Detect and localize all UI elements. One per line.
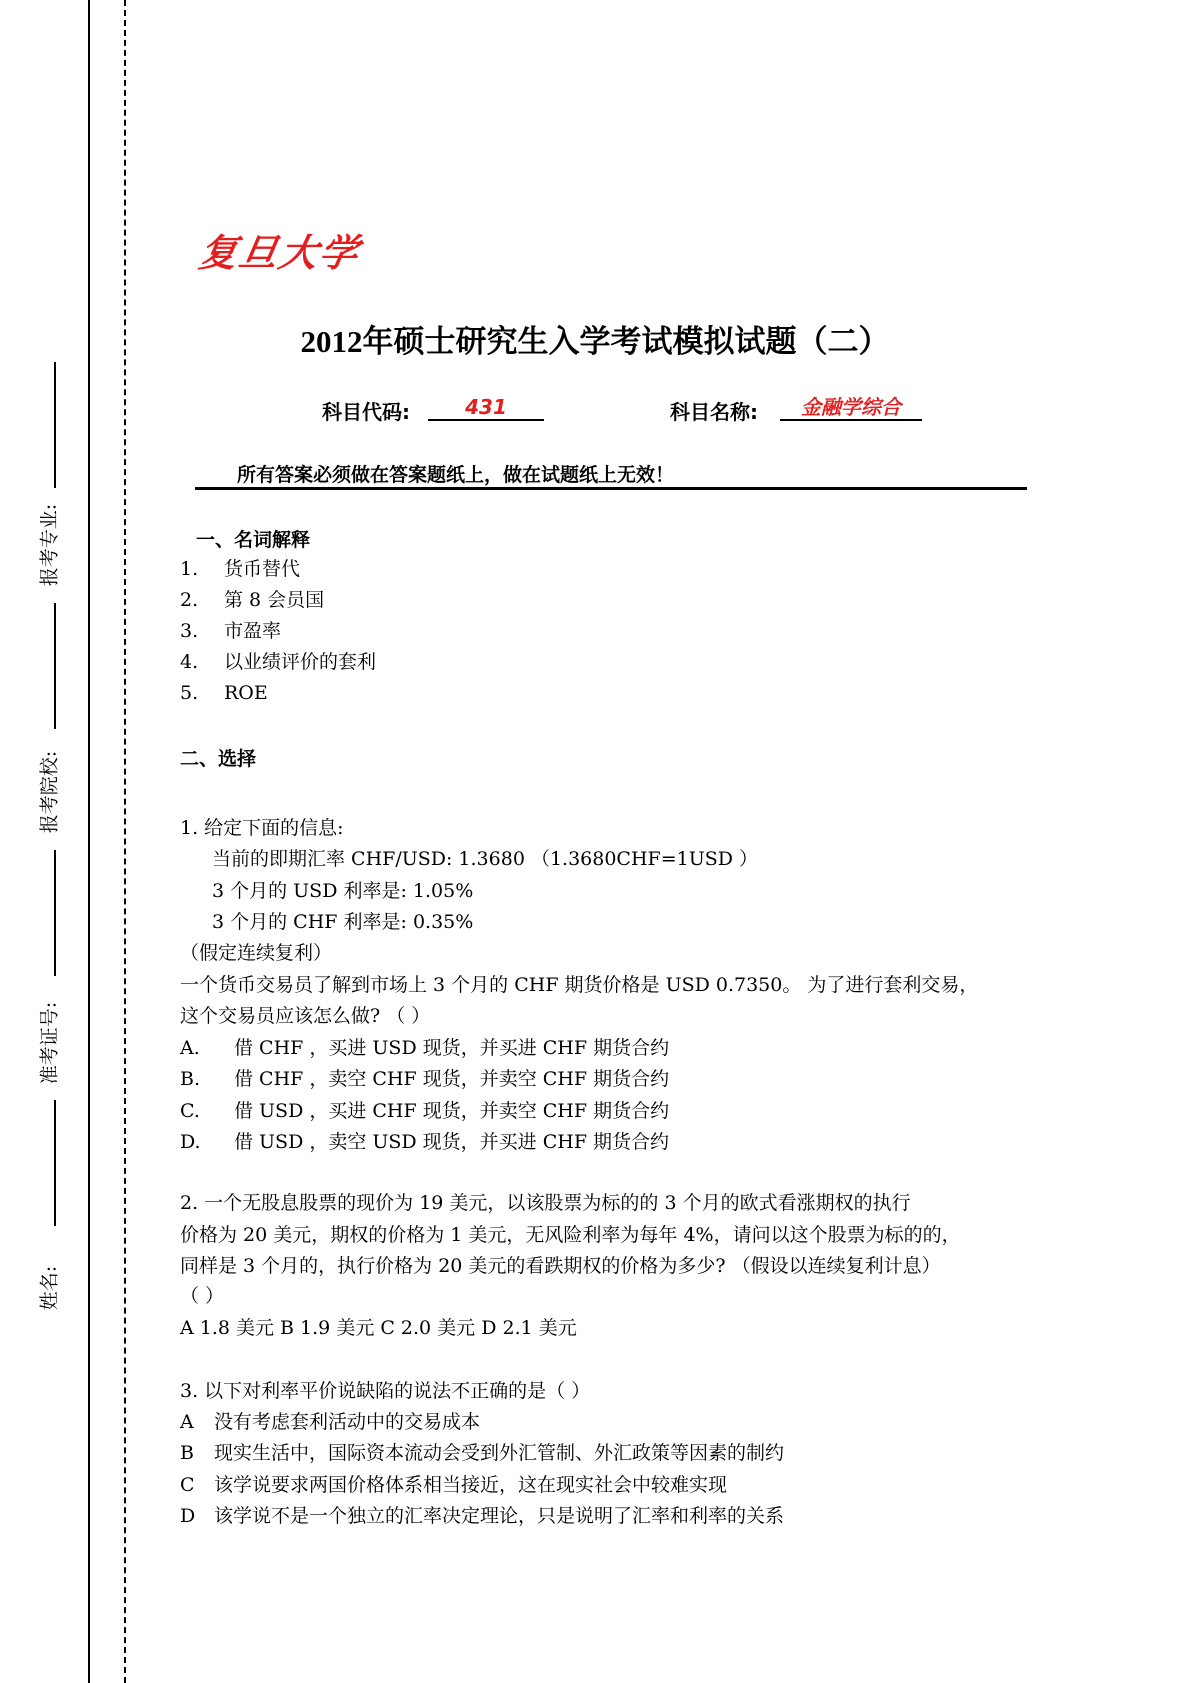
q3-option xyxy=(180,1472,727,1498)
term-text: 货币替代 xyxy=(224,558,301,580)
term-text: 第 8 会员国 xyxy=(224,589,325,611)
term-item xyxy=(180,649,376,675)
q1-stem: 1. 给定下面的信息: xyxy=(180,817,344,839)
option-label: B xyxy=(180,1442,194,1464)
q3-option xyxy=(180,1440,784,1466)
option-label: D. xyxy=(180,1131,201,1153)
subject-name-value: 金融学综合 xyxy=(780,395,922,421)
term-num: 2. xyxy=(180,589,199,611)
university-logo: 复旦大学 xyxy=(195,231,364,275)
term-item xyxy=(180,680,268,706)
option-label: D xyxy=(180,1505,196,1527)
q1-info-line: 3 个月的 CHF 利率是: 0.35% xyxy=(212,911,474,933)
option-text: 现实生活中，国际资本流动会受到外汇管制、外汇政策等因素的制约 xyxy=(214,1442,785,1464)
option-text: 没有考虑套利活动中的交易成本 xyxy=(214,1411,481,1433)
option-text: 借 USD ，买进 CHF 现货，并卖空 CHF 期货合约 xyxy=(234,1100,670,1122)
notice-text: 所有答案必须做在答案题纸上，做在试题纸上无效！ xyxy=(237,464,675,486)
q1-question: 一个货币交易员了解到市场上 3 个月的 CHF 期货价格是 USD 0.7350。 为了进行套利交易， xyxy=(180,974,979,996)
q1-info-line: 当前的即期汇率 CHF/USD: 1.3680 （1.3680CHF=1USD ） xyxy=(212,848,759,870)
option-label: B. xyxy=(180,1068,201,1090)
q1-option xyxy=(180,1129,669,1155)
option-label: C xyxy=(180,1474,195,1496)
term-text: ROE xyxy=(224,682,268,704)
term-num: 5. xyxy=(180,682,199,704)
section2-heading: 二、选择 xyxy=(180,748,257,770)
section1-heading: 一、名词解释 xyxy=(196,529,311,551)
ticket-label: 准考证号: xyxy=(38,1001,61,1085)
binding-solid-line xyxy=(88,0,90,1683)
major-label: 报考专业: xyxy=(38,503,61,587)
term-item xyxy=(180,618,281,644)
term-text: 以业绩评价的套利 xyxy=(224,651,377,673)
major-write-line xyxy=(54,362,56,488)
q1-option xyxy=(180,1098,669,1124)
q1-option xyxy=(180,1035,669,1061)
page-title: 2012年硕士研究生入学考试模拟试题（二） xyxy=(300,324,890,359)
term-text: 市盈率 xyxy=(224,620,282,642)
q1-question: 这个交易员应该怎么做? （ ） xyxy=(180,1005,431,1027)
q2-line: 同样是 3 个月的，执行价格为 20 美元的看跌期权的价格为多少? （假设以连续复利计息） xyxy=(180,1255,941,1277)
option-label: C. xyxy=(180,1100,200,1122)
subject-code-label: 科目代码: xyxy=(322,400,410,424)
option-label: A. xyxy=(180,1037,200,1059)
q2-blank: （ ） xyxy=(180,1285,225,1307)
option-text: 该学说要求两国价格体系相当接近，这在现实社会中较难实现 xyxy=(214,1474,728,1496)
term-num: 1. xyxy=(180,558,199,580)
term-item xyxy=(180,587,324,613)
q2-options: A 1.8 美元 B 1.9 美元 C 2.0 美元 D 2.1 美元 xyxy=(180,1317,577,1339)
school-label: 报考院校: xyxy=(38,750,61,834)
q2-line: 2. 一个无股息股票的现价为 19 美元，以该股票为标的的 3 个月的欧式看涨期权的执行 xyxy=(180,1192,911,1214)
q3-option xyxy=(180,1503,784,1529)
option-text: 借 USD ，卖空 USD 现货，并买进 CHF 期货合约 xyxy=(234,1131,670,1153)
option-label: A xyxy=(180,1411,194,1433)
q3-option xyxy=(180,1409,480,1435)
notice-banner xyxy=(195,459,1027,490)
subject-name-label: 科目名称: xyxy=(670,400,758,424)
subject-code-value: 431 xyxy=(428,395,544,421)
option-text: 该学说不是一个独立的汇率决定理论，只是说明了汇率和利率的关系 xyxy=(214,1505,785,1527)
option-text: 借 CHF ，买进 USD 现货，并买进 CHF 期货合约 xyxy=(234,1037,670,1059)
binding-dashed-line xyxy=(124,0,126,1683)
ticket-write-line xyxy=(54,850,56,976)
name-label: 姓名: xyxy=(38,1265,61,1311)
q1-assumption: （假定连续复利） xyxy=(180,942,333,964)
q3-stem: 3. 以下对利率平价说缺陷的说法不正确的是（ ） xyxy=(180,1380,591,1402)
q1-option xyxy=(180,1066,669,1092)
option-text: 借 CHF ，卖空 CHF 现货，并卖空 CHF 期货合约 xyxy=(234,1068,670,1090)
name-write-line xyxy=(54,1100,56,1226)
term-num: 4. xyxy=(180,651,199,673)
term-item xyxy=(180,556,300,582)
term-num: 3. xyxy=(180,620,199,642)
q1-info-line: 3 个月的 USD 利率是: 1.05% xyxy=(212,880,474,902)
q2-line: 价格为 20 美元，期权的价格为 1 美元，无风险利率为每年 4%，请问以这个股票为标的的， xyxy=(180,1224,961,1246)
school-write-line xyxy=(54,603,56,729)
